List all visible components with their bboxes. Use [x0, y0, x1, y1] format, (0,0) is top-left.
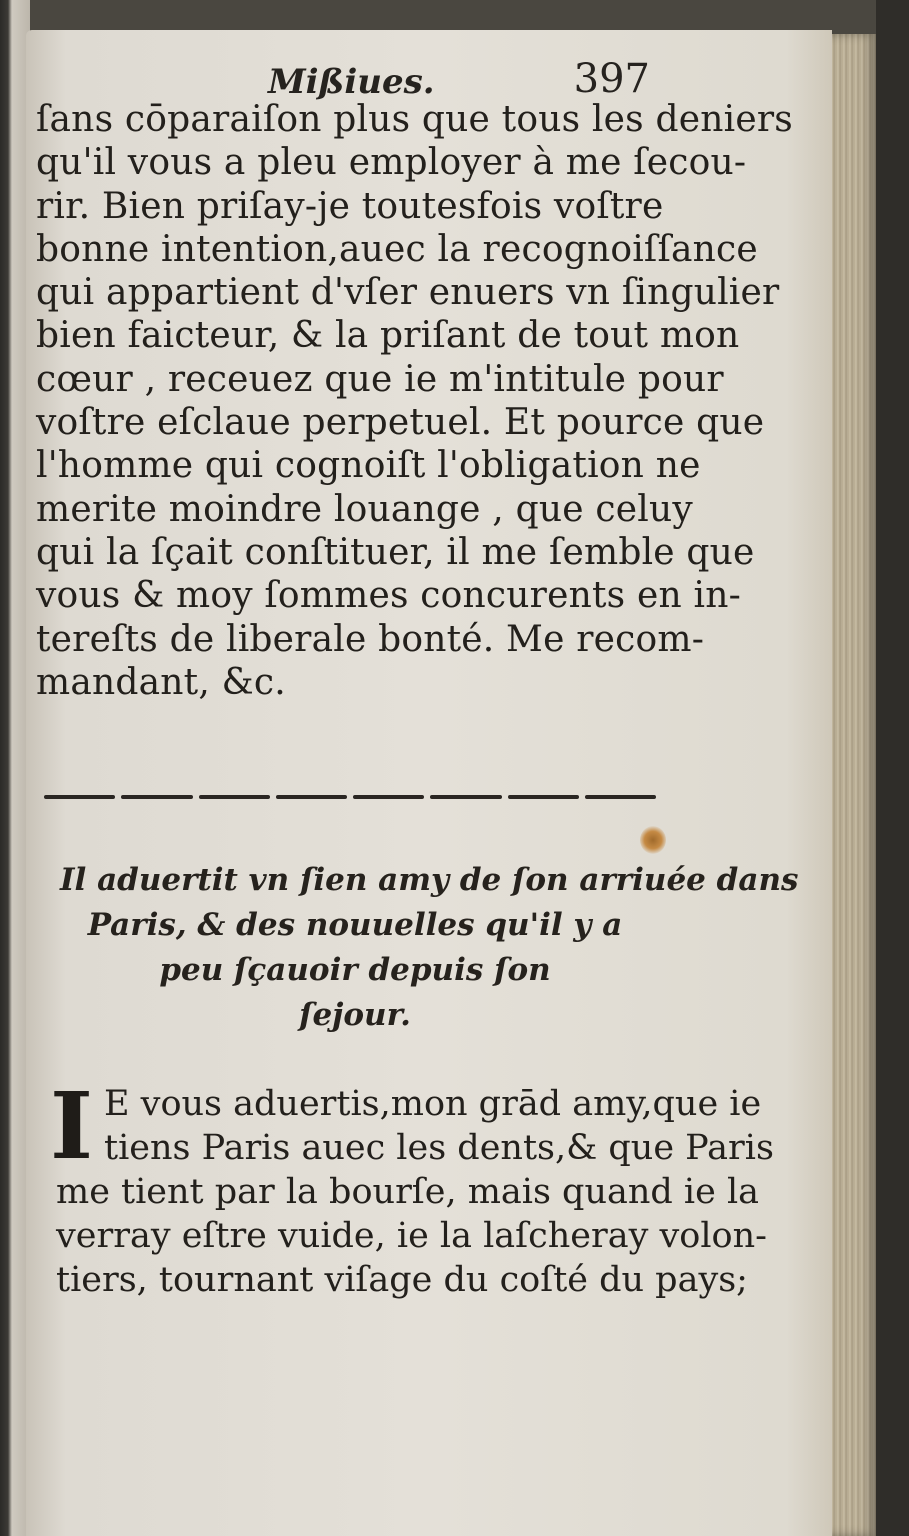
divider-segment: [353, 795, 424, 799]
body-text-top: [36, 98, 793, 704]
text-line: vous & moy ſommes concurents en in-: [36, 575, 741, 617]
divider-segment: [430, 795, 501, 799]
text-line: rir. Bien priſay-je toutesfois voſtre: [36, 185, 664, 227]
ink-stain: [640, 826, 666, 854]
text-line: E vous aduertis,mon grād amy,que ie: [104, 1084, 762, 1124]
text-line: qu'il vous a pleu employer à me ſecou-: [36, 142, 747, 184]
text-line: bonne intention,auec la recognoiſſance: [36, 228, 758, 270]
page-number: 397: [573, 56, 650, 102]
divider-segment: [585, 795, 656, 799]
running-head-title: Mißiues.: [268, 62, 435, 102]
text-line: qui la ſçait conſtituer, il me ſemble que: [36, 531, 755, 573]
text-line: merite moindre louange , que celuy: [36, 488, 693, 530]
text-line: cœur , receuez que ie m'intitule pour: [36, 358, 724, 400]
scan-background: [876, 0, 909, 1536]
text-line: ſans cōparaiſon plus que tous les deniers: [36, 99, 793, 140]
divider-segment: [276, 795, 347, 799]
text-line: voſtre eſclaue perpetuel. Et pource que: [36, 402, 765, 444]
heading-line: ſejour.: [299, 997, 411, 1033]
text-line: qui appartient d'vſer enuers vn ſingulier: [36, 272, 780, 314]
heading-line: peu ſçauoir depuis ſon: [159, 952, 551, 988]
text-line: tereſts de liberale bonté. Me recom-: [36, 618, 705, 660]
text-line: l'homme qui cognoiſt l'obligation ne: [36, 445, 701, 487]
section-divider: [44, 792, 656, 802]
divider-segment: [508, 795, 579, 799]
divider-segment: [44, 795, 115, 799]
text-line: me tient par la bourſe, mais quand ie la: [56, 1172, 760, 1212]
drop-cap: I: [50, 1072, 94, 1180]
text-line: mandant, &c.: [36, 661, 286, 703]
text-line: tiens Paris auec les dents,& que Paris: [104, 1128, 774, 1168]
text-line: tiers, tournant viſage du coſté du pays;: [56, 1260, 748, 1300]
heading-line: Il aduertit vn ſien amy de ſon arriuée dans: [60, 862, 799, 898]
text-line: bien faicteur, & la priſant de tout mon: [36, 315, 740, 357]
divider-segment: [121, 795, 192, 799]
body-text-bottom: [50, 1072, 774, 1302]
divider-segment: [199, 795, 270, 799]
letter-heading: [60, 858, 799, 1038]
text-line: verray eſtre vuide, ie la laſcheray volon-: [56, 1216, 767, 1256]
heading-line: Paris, & des nouuelles qu'il y a: [87, 907, 623, 943]
